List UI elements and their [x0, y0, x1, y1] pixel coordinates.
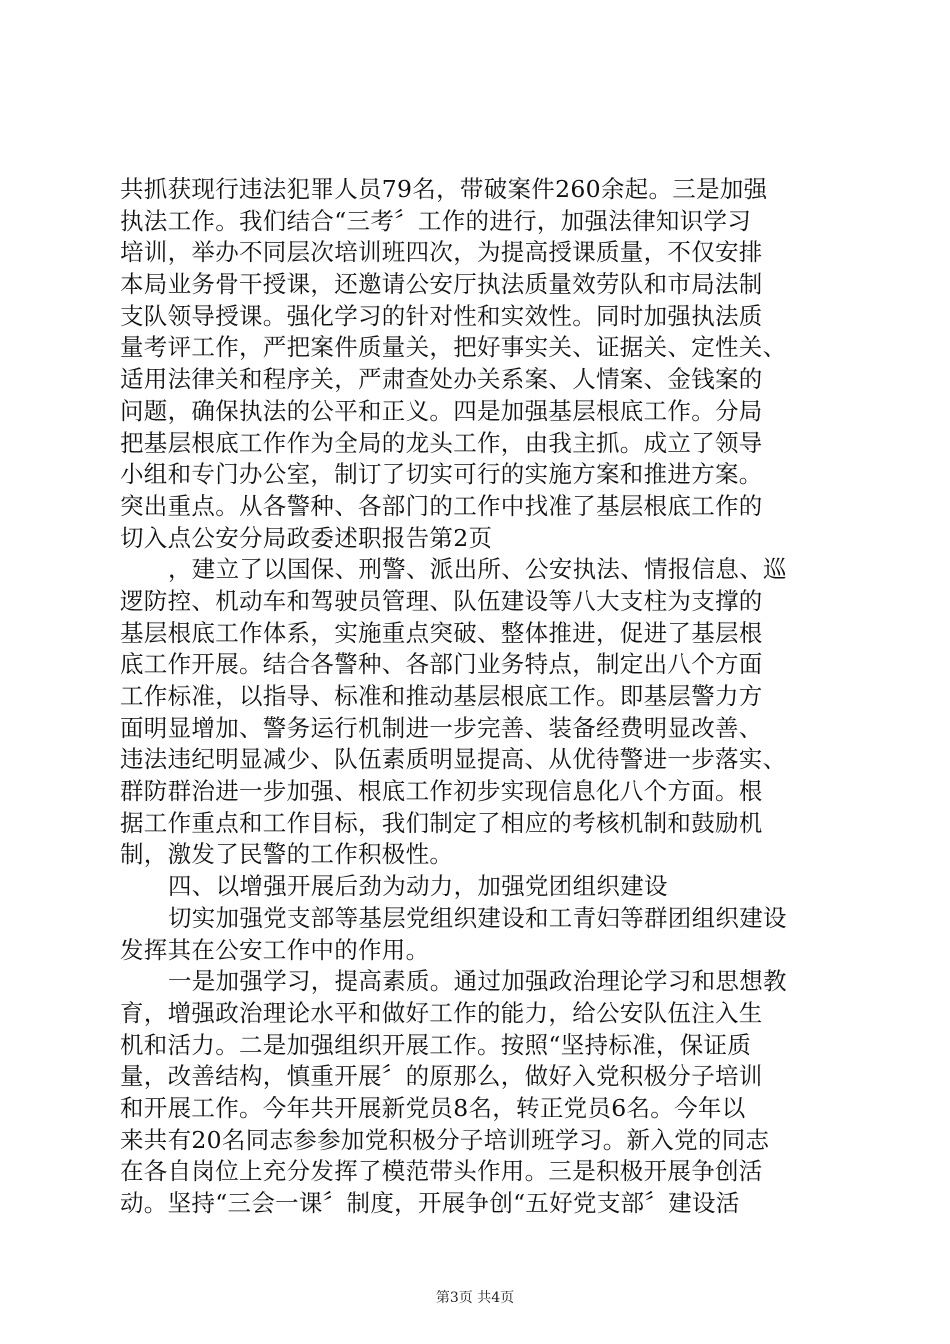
text-line: 底工作开展。结合各警种、各部门业务特点，制定出八个方面	[120, 650, 763, 679]
text-line: 问题，确保执法的公平和正义。四是加强基层根底工作。分局	[120, 396, 763, 425]
text-line: 违法违纪明显减少、队伍素质明显提高、从优待警进一步落实、	[120, 745, 787, 774]
text-line: 发挥其在公安工作中的作用。	[120, 935, 430, 964]
text-line: 量，改善结构，慎重开展〞的原那么，做好入党积极分子培训	[120, 1062, 763, 1091]
text-line: 把基层根底工作作为全局的龙头工作，由我主抓。成立了领导	[120, 428, 763, 457]
text-line: 据工作重点和工作目标，我们制定了相应的考核机制和鼓励机	[120, 808, 763, 837]
text-line: 育，增强政治理论水平和做好工作的能力，给公安队伍注入生	[120, 998, 763, 1027]
text-line: 和开展工作。今年共开展新党员8名，转正党员6名。今年以	[120, 1093, 746, 1122]
text-line: 切实加强党支部等基层党组织建设和工青妇等群团组织建设	[168, 903, 787, 932]
document-body	[120, 174, 840, 1220]
text-line: 制，激发了民警的工作积极性。	[120, 840, 454, 869]
text-line: 机和活力。二是加强组织开展工作。按照“坚持标准，保证质	[120, 1030, 752, 1059]
text-line: 本局业务骨干授课，还邀请公安厅执法质量效劳队和市局法制	[120, 270, 763, 299]
text-line: 支队领导授课。强化学习的针对性和实效性。同时加强执法质	[120, 301, 763, 330]
text-line: 小组和专门办公室，制订了切实可行的实施方案和推进方案。	[120, 460, 763, 489]
text-line: 执法工作。我们结合“三考〞工作的进行，加强法律知识学习	[120, 206, 752, 235]
text-line: 量考评工作，严把案件质量关，把好事实关、证据关、定性关、	[120, 333, 787, 362]
text-line: 群防群治进一步加强、根底工作初步实现信息化八个方面。根	[120, 777, 763, 806]
text-line: 基层根底工作体系，实施重点突破、整体推进，促进了基层根	[120, 618, 763, 647]
page-footer: 第3页 共4页	[435, 1290, 515, 1306]
text-line: 一是加强学习，提高素质。通过加强政治理论学习和思想教	[168, 967, 787, 996]
text-line: 共抓获现行违法犯罪人员79名，带破案件260余起。三是加强	[120, 175, 768, 203]
text-line: 面明显增加、警务运行机制进一步完善、装备经费明显改善、	[120, 713, 763, 742]
text-line: 工作标准，以指导、标准和推动基层根底工作。即基层警力方	[120, 682, 763, 710]
text-line: 切入点公安分局政委述职报告第2页	[120, 523, 493, 552]
text-line: 逻防控、机动车和驾驶员管理、队伍建设等八大支柱为支撑的	[120, 586, 763, 615]
text-line: 来共有20名同志参参加党积极分子培训班学习。新入党的同志	[120, 1125, 770, 1154]
text-line: 适用法律关和程序关，严肃查处办关系案、人情案、金钱案的	[120, 365, 763, 394]
section-heading: 四、以增强开展后劲为动力，加强党团组织建设	[168, 872, 668, 901]
text-line: 突出重点。从各警种、各部门的工作中找准了基层根底工作的	[120, 491, 763, 520]
text-line: 动。坚持“三会一课〞制度，开展争创“五好党支部〞建设活	[120, 1189, 740, 1217]
text-line: 在各自岗位上充分发挥了模范带头作用。三是积极开展争创活	[120, 1157, 763, 1186]
text-line: ，建立了以国保、刑警、派出所、公安执法、情报信息、巡	[168, 555, 787, 584]
text-line: 培训，举办不同层次培训班四次，为提高授课质量，不仅安排	[120, 238, 763, 267]
